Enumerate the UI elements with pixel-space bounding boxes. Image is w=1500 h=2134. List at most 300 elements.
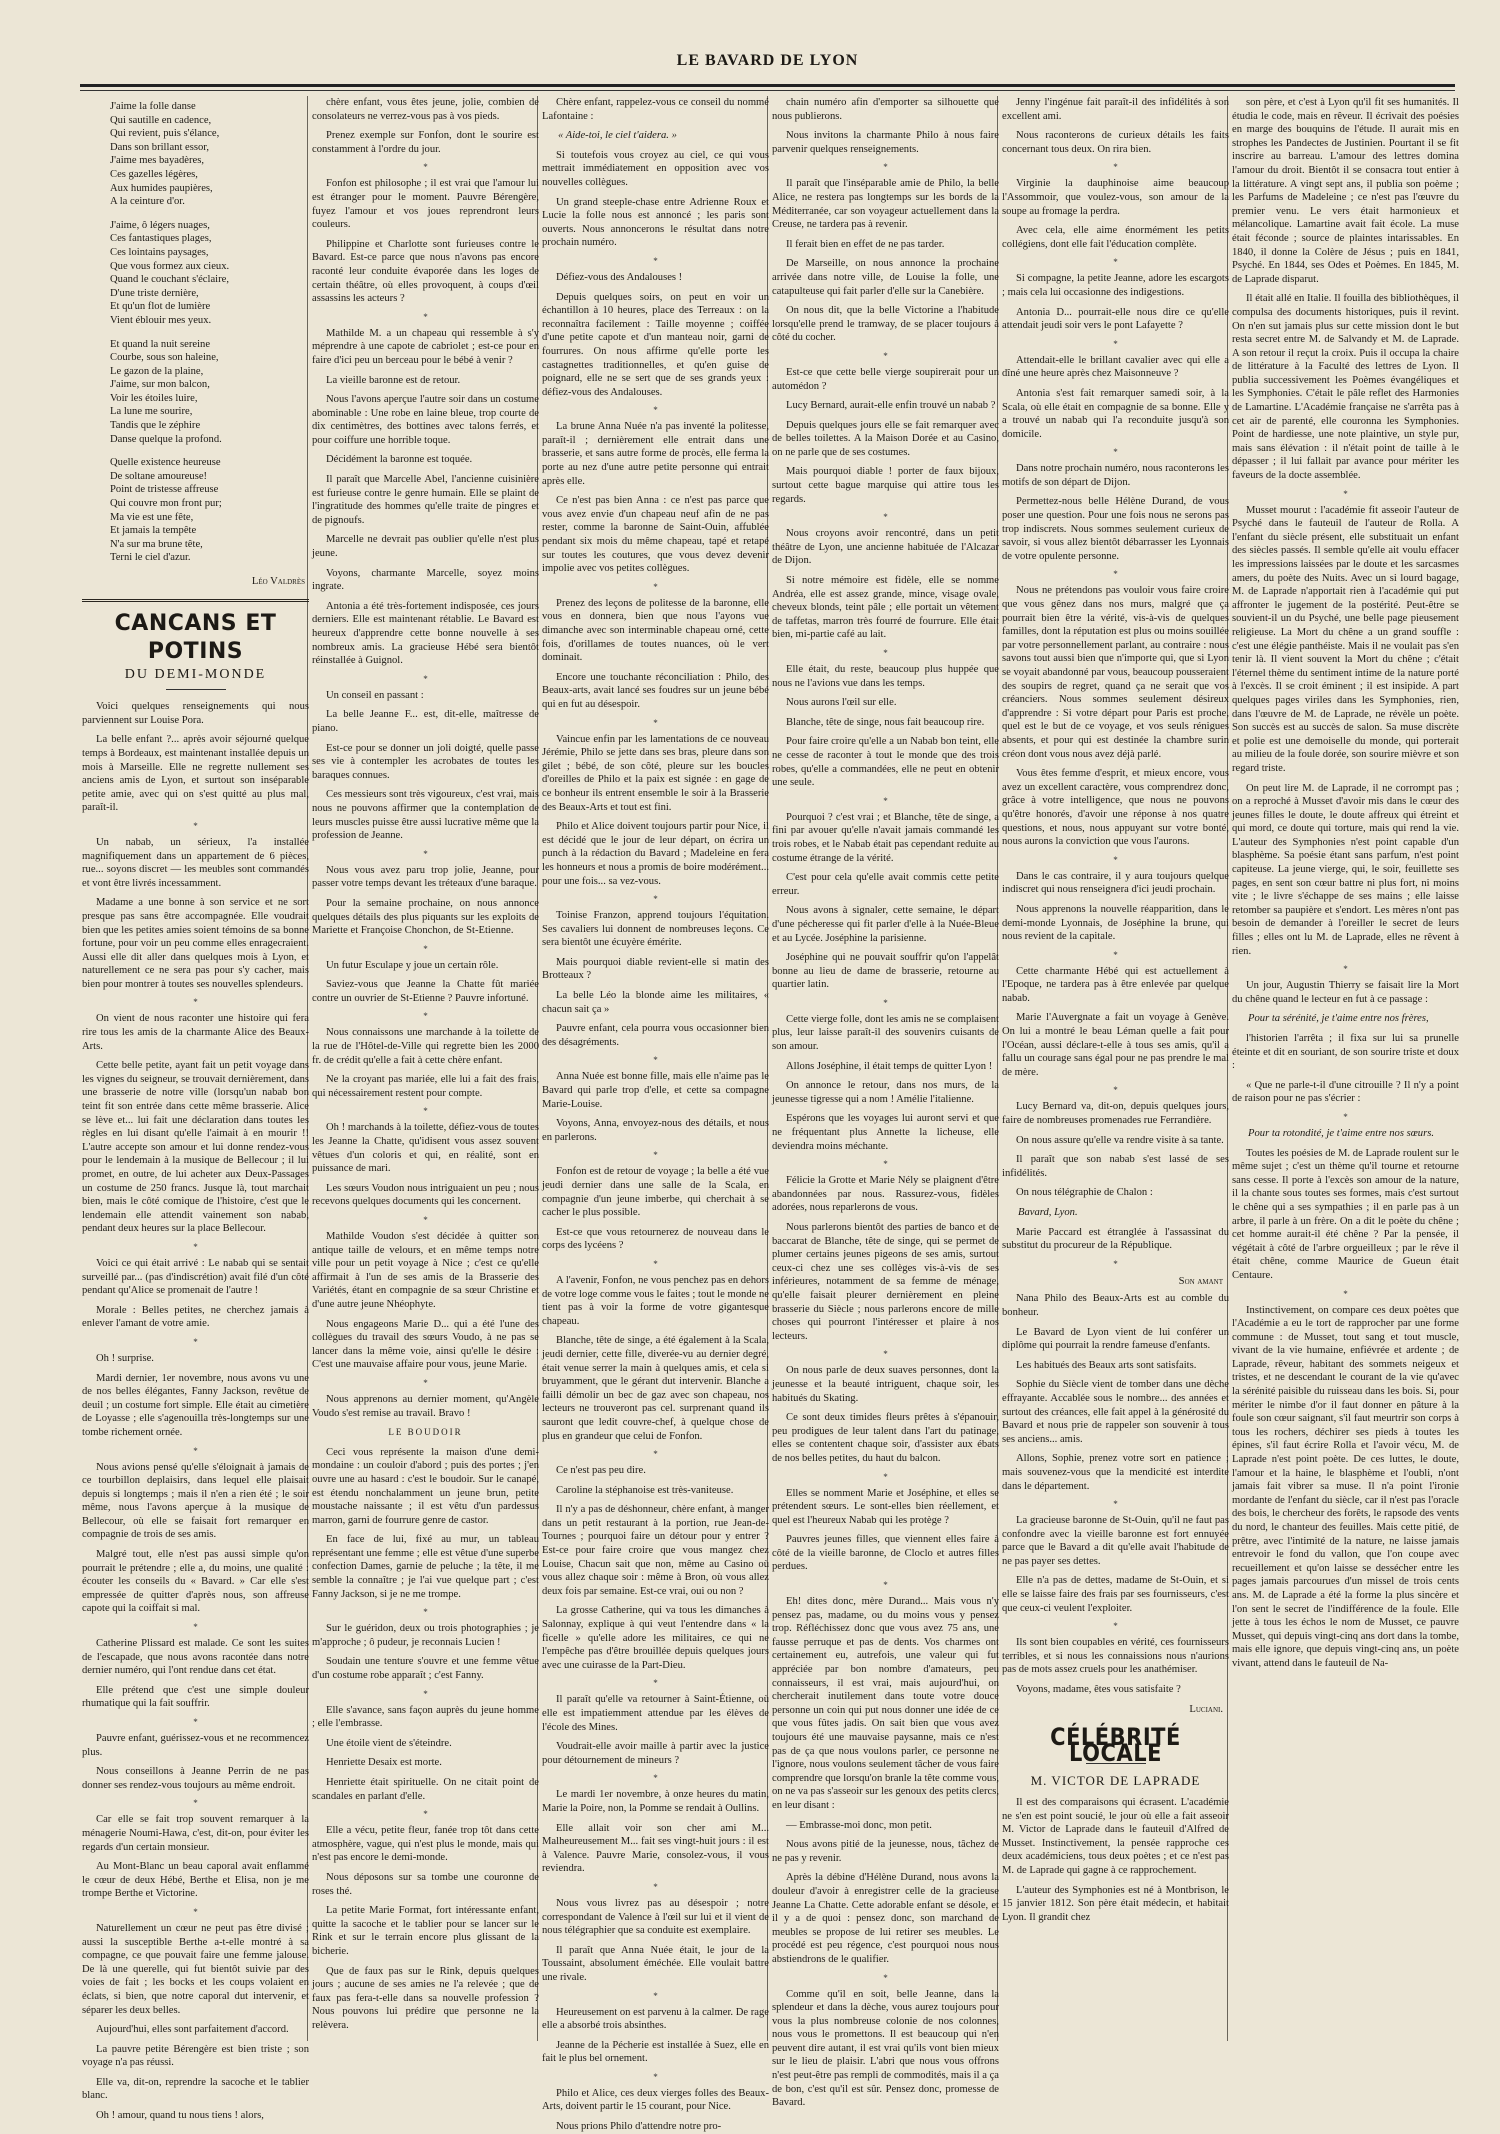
poem-stanza [110,219,309,328]
paragraph: Nous raconterons de curieux détails les faits concernant tous deux. On rira bien. [1002,130,1229,155]
asterism-separator: * [883,1159,888,1170]
asterism-separator: * [1343,1111,1348,1122]
poem-line: N'a sur ma brune tête, [110,538,203,550]
asterism-separator: * [653,1773,658,1784]
paragraph: La vieille baronne est de retour. [326,374,461,386]
asterism-separator: * [1113,1621,1118,1632]
paragraph: Elle était, du reste, beaucoup plus huppée que nous ne l'avions vue dans les temps. [772,664,999,689]
poem-line: J'aime mes bayadères, [110,155,204,167]
paragraph: Soudain une tenture s'ouvre et une femme vêtue d'un costume robe apparaît ; c'est Fanny. [312,1656,539,1682]
paragraph: Philo et Alice doivent toujours partir pour Nice, il est décidé que le jour de leur départ, on écrira un punch à la rédaction du Bavard ; Madeleine en fera les honneurs et nous a promis de boire modérément... pour une fois... sa vez-vous. [542,821,769,887]
paragraph: Caroline la stéphanoise est très-vaniteuse. [556,1484,734,1496]
poem-line: Et jamais la tempête [110,525,197,537]
asterism-separator: * [653,1150,658,1161]
paragraph: Mais pourquoi diable ! porter de faux bijoux, surtout cette bague marquise qui attire tous les regards. [772,466,999,505]
asterism-separator: * [193,1445,198,1456]
paragraph: Elle s'avance, sans façon auprès du jeune homme ; elle l'embrasse. [312,1704,539,1730]
paragraph: Oh ! marchands à la toilette, défiez-vous de toutes les Jeanne la Chatte, qu'idisent vous assez souvent vêtues d'un coloris et qui, en réalité, sont en puissance de mari. [312,1122,539,1175]
paragraph: Si notre mémoire est fidèle, elle se nomme Andréa, elle est assez grande, mince, visage ovale, cheveux blonds, teint pâle ; elle portait un vêtement de taffetas, marron très fourré de fourrure. Elle était bien, mi-partie café au lait. [772,575,999,641]
paragraph: Est-ce que vous retournerez de nouveau dans le corps des lycéens ? [542,1226,769,1252]
paragraph: Un nabab, un sérieux, l'a installée magnifiquement dans un appartement de 6 pièces, rue... soyons discret — les meubles sont commandés et vont être livrés incessamment. [82,836,309,889]
paragraph: Après la débine d'Hélène Durand, nous avons la douleur d'avoir à enregistrer celle de la gracieuse Jeanne La Chatte. Cette adorable enfant se désole, et il y a de quoi : pensez donc, son marchand de meubles se propose de lui retirer ses meubles. Le procédé est peu régence, c'est pourquoi nous nous abstiendrons de le qualifier. [772,1872,999,1965]
paragraph: Un conseil en passant : [326,689,424,701]
paragraph: « Aide-toi, le ciel t'aidera. » [558,130,677,142]
poem-line: Qui sautille en cadence, [110,114,212,126]
signature: Luciani. [1189,1703,1223,1715]
paragraph: Elle prétend que c'est une simple douleur rhumatique qui la fait souffrir. [82,1684,309,1710]
paragraph: Nous ne prétendons pas vouloir vous faire croire que vous gênez dans nos murs, malgré que ça pourrait bien être la vérité, vis-à-vis de quelques familles, dont la réputation est plus ou moins souillée par votre personnellement parlant, au contraire : nous savons tout aussi bien que n'importe qui, que si Lyon se voyait abandonné par vous, beaucoup pousseraient des soupirs de regret, quand ça ne serait que vos créanciers. Nous sommes seulement désireux d'apprendre : Si votre départ pour Paris est proche, quel est le but de ce voyage, et vos seuls rénigues absents, et pour qui est destinée la chambre surin créon dont vous nous avez déjà parlé. [1002,585,1229,760]
poem-line: La lune me sourire, [110,406,193,418]
paragraph: Nous apprenons la nouvelle réapparition, dans le demi-monde Lyonnais, de Joséphine la brune, qui nous revient de la capitale. [1002,903,1229,943]
asterism-separator: * [883,1972,888,1983]
poem-line: Le gazon de la plaine, [110,365,204,377]
asterism-separator: * [423,1377,428,1388]
paragraph: son père, et c'est à Lyon qu'il fit ses humanités. Il étudia le code, mais en rêveur. Il écrivait des poésies en marge des bouquins de l'étude. Il aurait mis en strophes les Pandectes de Justinien. Pourtant il se fit inscrire au barreau. L'amour des lettres domina l'amour du droit. Bientôt il se consacra tout entier à la littérature. A vingt sept ans, il publia son poème ; les Parfums de Madeleine ; ce n'est pas l'œuvre du premier venu. Le vers était harmonieux et mélancolique. Lamartine avait fait école. La muse était féconde ; source de plaintes intarissables. En 1840, il donne la Colère de Jésus ; puis en 1841, Psyché. En 1844, ses Odes et Poèmes. En 1845, M. de Laprade disparut. [1232,97,1459,285]
paragraph: Heureusement on est parvenu à la calmer. De rage elle a absorbé trois absinthes. [542,2006,769,2032]
paragraph: Pauvre enfant, cela pourra vous occasionner bien des désagréments. [542,1023,769,1048]
paragraph: Nous invitons la charmante Philo à nous faire parvenir quelques renseignements. [772,130,999,155]
paragraph: On peut lire M. de Laprade, il ne corrompt pas ; on a reproché à Musset d'avoir mis dans le cœur des jeunes filles le doute, le doute affreux qui étreint et qui mord, ce doute qui torture, mais qui rend la vie. L'auteur des Symphonies n'est point capable d'un blasphème. Sa poésie étant sans parfum, n'est point capiteuse. La jeune vierge, qui, le soir, feuillette ses pages, en sent son cœur battre ni plus fort, ni moins vite ; le livre s'échappe de ses mains ; elle laisse retomber sa paupière et s'endort. Les mères n'ont pas besoin de demander à l'oreiller le secret de leurs filles ; elles ont lu M. de Laprade, elles ne rêvent à rien. [1232,782,1459,957]
paragraph: Pour faire croire qu'elle a un Nabab bon teint, elle ne cesse de raconter à tout le monde que des trois robes, qu'elle a commandées, elle ne peut en obtenir une seule. [772,736,999,789]
poem-line: D'une triste dernière, [110,287,199,299]
asterism-separator: * [423,943,428,954]
paragraph: Nous prions Philo d'attendre notre pro- [556,2121,722,2133]
poem-line: Quand le couchant s'éclaire, [110,274,229,286]
paragraph: Ne la croyant pas mariée, elle lui a fait des frais, qui nécessairement restent pour compte. [312,1074,539,1099]
paragraph: Permettez-nous belle Hélène Durand, de vous poser une question. Pour une fois nous ne serons pas trop indiscrets. Nous sommes seulement curieux de savoir, si vous allez bientôt débarrasser les Lyonnais de votre opulente personne. [1002,496,1229,562]
asterism-separator: * [653,717,658,728]
paragraph: Nous l'avons aperçue l'autre soir dans un costume abominable : Une robe en laine bleue, trop courte de dix centimètres, des bottines avec talons ferrés, et pour coiffure une horrible toque. [312,394,539,446]
asterism-separator: * [423,1106,428,1117]
paragraph: Eh! dites donc, mère Durand... Mais vous n'y pensez pas, madame, ou du moins vous y pensez trop. Réfléchissez donc que vous avez 75 ans, une fausse perruque et pas de dents. Vos charmes ont certainement eu, autrefois, une valeur qui fut appréciée par bon nombre d'amateurs, peu connaisseurs, il est vrai, mais aujourd'hui, on chercherait inutilement dans toute votre douce personne un coin qui put nous donner une idée de ce que vous fûtes jadis. On sait bien que vous avez toujours été une mauvaise paysanne, mais ce n'est pas de ça que nous voulons parler, ce personne ne l'ignore, nous voulons seulement tâcher de vous faire comprendre que lorsqu'on branle la tête comme vous, on ne va pas s'asseoir sur les genoux des petits clercs, en leur disant : [772,1596,999,1811]
paragraph: Ce n'est pas peu dire. [556,1465,646,1477]
poem-line: Qui revient, puis s'élance, [110,128,220,140]
paragraph: Philo et Alice, ces deux vierges folles des Beaux-Arts, doivent partir le 15 courant, pour Nice. [542,2087,769,2113]
paragraph: Oh ! amour, quand tu nous tiens ! alors, [96,2110,264,2122]
paragraph: C'est pour cela qu'elle avait commis cette petite erreur. [772,872,999,897]
paragraph: En face de lui, fixé au mur, un tableau représentant une femme ; elle est vêtue d'une superbe confection Dames, garnie de peluche ; la tête, il me semble la connaître ; je l'ai vue quelque part ; c'est Fanny Jackson, si je ne me trompe. [312,1534,539,1600]
title-underline [166,689,226,690]
paragraph: Nous engageons Marie D... qui a été l'une des collègues du travail des sœurs Voudo, à ne pas se lancer dans la même voie, ainsi qu'elle le désire : C'est une mauvaise affaire pour vous, jeune Marie. [312,1318,539,1371]
poem-line: Courbe, sous son haleine, [110,352,219,364]
asterism-separator: * [193,1717,198,1727]
paragraph: Nous déposons sur sa tombe une couronne de roses thé. [312,1871,539,1897]
poem-line: J'aime, ô légers nuages, [110,219,210,231]
paragraph: Une étoile vient de s'éteindre. [326,1737,452,1749]
poem-line: Ces fantastiques plages, [110,233,212,245]
paragraph: On annonce le retour, dans nos murs, de la jeunesse tigresse qui a nom ! Amélie l'italienne. [772,1080,999,1105]
paragraph: Ces messieurs sont très vigoureux, c'est vrai, mais nous ne pouvons affirmer que la contemplation de leurs muscles puisse être aussi lucrative même que la profession de Jeanne. [312,789,539,842]
paragraph: Voudrait-elle avoir maille à partir avec la justice pour détournement de mineurs ? [542,1741,769,1766]
paragraph: Mathilde Voudon s'est décidée à quitter son antique taille de velours, et en même temps notre ville pour un petit voyage à Nice ; c'est ce qu'elle affirmait à l'un de ses amis de la Brasserie des Variétés, étant en compagnie de sa sœur Christine et d'une autre jeune Nhéophyte. [312,1231,539,1310]
paragraph: La belle Léo la blonde aime les militaires, « chacun sait ça » [542,990,769,1015]
asterism-separator: * [193,1241,198,1252]
asterism-separator: * [653,1258,658,1269]
paragraph: La grosse Catherine, qui va tous les dimanches à Salonnay, explique à qui veut l'entendre dans « la ficelle » qu'elle adore les militaires, ce qui ne l'empêche pas d'être brouillée depuis quelques jours avec une cuirasse de la Part-Dieu. [542,1605,769,1671]
asterism-separator: * [423,1011,428,1022]
column-4 [772,96,999,2109]
paragraph: Le mardi 1er novembre, à onze heures du matin, Marie la Poire, non, la Pomme se rendait à Oullins. [542,1789,769,1814]
article-subtitle: M. VICTOR DE LAPRADE [1030,1773,1201,1789]
paragraph: Encore une touchante réconciliation : Philo, des Beaux-arts, avait lancé ses foudres sur un jeune bébé qui en fut au désespoir. [542,671,769,710]
paragraph: Henriette était spirituelle. On ne citait point de scandales en parlant d'elle. [312,1777,539,1802]
asterism-separator: * [423,1809,428,1820]
asterism-separator: * [653,581,658,592]
asterism-separator: * [1343,1288,1348,1299]
asterism-separator: * [423,162,428,173]
paragraph: Nous parlerons bientôt des parties de banco et de baccarat de Blanche, tête de singe, qui se permet de plumer certains jeunes pigeons de ses amis, surtout ceux-ci chez une ses collèges vis-à-vis de ses inférieures, notamment de sa femme de ménage, qu'elle faisait pleurer dernièrement en pleine brasserie du Siècle ; nous parlerons encore de mille choses qui pourront l'intéresser et plaire à nos lecteurs. [772,1222,999,1342]
poem-line: Terni le ciel d'azur. [110,552,191,564]
paragraph: La belle enfant ?... après avoir séjourné quelque temps à Bordeaux, est maintenant installée depuis un mois à Marseille. Elle ne regrette nullement ses anciens amis de Lyon, et surtout son inséparable petite amie, avec qui on s'est quitté au plus mal, paraît-il. [82,734,309,814]
paragraph: Ce sont deux timides fleurs prêtes à s'épanouir, peu prodigues de leur talent dans l'art du patinage, elles se contentent chaque soir, d'assister aux ébats de nos belles petites, du haut du balcon. [772,1412,999,1464]
asterism-separator: * [193,1906,198,1917]
paragraph: Un grand steeple-chase entre Adrienne Roux et Lucie la folle nous est annoncé ; les paris sont ouverts. Nous annoncerons le résultat dans notre prochain numéro. [542,196,769,249]
paragraph: On nous dit, que la belle Victorine a l'habitude lorsqu'elle prend le tramway, de se placer toujours à côté du cocher. [772,305,999,344]
paragraph: Morale : Belles petites, ne cherchez jamais à enlever l'amant de votre amie. [82,1304,309,1330]
asterism-separator: * [423,1688,428,1699]
section-divider [82,599,309,602]
masthead-rule-thin [80,90,1455,91]
paragraph: Voyons, charmante Marcelle, soyez moins ingrate. [312,567,539,593]
asterism-separator: * [883,350,888,361]
paragraph: Cette vierge folle, dont les amis ne se complaisent plus, leur laisse paraît-il des souvenirs cuisants de son amour. [772,1013,999,1053]
paragraph: Naturellement un cœur ne peut pas être divisé ; aussi la susceptible Berthe a-t-elle montré à sa compagne, ce que pouvait faire une femme jalouse. De là une querelle, qui fut bientôt suivie par des voies de fait ; les bocks et les coups volaient en éclats, si bien, que notre caporal dut intervenir, et séparer les deux belles. [82,1922,309,2016]
paragraph: l'historien l'arrêta ; il fixa sur lui sa prunelle éteinte et dit en souriant, de son sourire triste et doux : [1232,1033,1459,1072]
paragraph: Toinise Franzon, apprend toujours l'équitation. Ses cavaliers lui donnent de nombreuses leçons. Ce sera bientôt une écuyère émérite. [542,910,769,949]
asterism-separator: * [193,997,198,1008]
asterism-separator: * [1113,569,1118,580]
paragraph: Un futur Esculape y joue un certain rôle. [326,959,499,971]
paragraph: Henriette Desaix est morte. [326,1757,442,1769]
paragraph: Si toutefois vous croyez au ciel, ce qui vous mettrait immédiatement en opposition avec vos nouvelles collègues. [542,149,769,188]
asterism-separator: * [193,820,198,831]
paragraph: Décidément la baronne est toquée. [326,454,473,466]
paragraph: La pauvre petite Bérengère est bien triste ; son voyage n'a pas réussi. [82,2043,309,2069]
paragraph: Pauvre enfant, guérissez-vous et ne recommencez plus. [82,1733,309,1758]
paragraph: Attendait-elle le brillant cavalier avec qui elle a dîné une heure après chez Maisonneuve ? [1002,354,1229,380]
asterism-separator: * [883,1580,888,1591]
asterism-separator: * [1113,1085,1118,1096]
paragraph: Nana Philo des Beaux-Arts est au comble du bonheur. [1002,1293,1229,1318]
paragraph: Il est des comparaisons qui écrasent. L'académie ne s'en est point soucié, le jour où elle a fait asseoir M. Victor de Laprade dans le fauteuil d'Alfred de Musset. Instinctivement, la pensée rapproche ces deux académiciens, tous deux poètes ; et ce n'est pas M. de Laprade qui gagne à ce rapprochement. [1002,1797,1229,1876]
poem-line: Aux humides paupières, [110,182,213,194]
paragraph: On nous parle de deux suaves personnes, dont la jeunesse et la beauté intriguent, chaque soir, les habitués du Skating. [772,1365,999,1404]
asterism-separator: * [1343,488,1348,499]
paragraph: « Que ne parle-t-il d'une citrouille ? Il n'y a point de raison pour ne pas s'écrier : [1232,1079,1459,1105]
paragraph: Nous vous avez paru trop jolie, Jeanne, pour passer votre temps devant les tréteaux d'une baraque. [312,864,539,890]
asterism-separator: * [653,1055,658,1066]
paragraph: Blanche, tête de singe, nous fait beaucoup rire. [786,716,985,728]
paragraph: Philippine et Charlotte sont furieuses contre le Bavard. Est-ce parce que nous n'avons pas encore raconté leur conduite évaporée dans les loges de certain théâtre, où elles provoquent, à coups d'œil assassins les acteurs ? [312,238,539,305]
poem-line: Et qu'un flot de lumière [110,301,211,313]
paragraph: Un jour, Augustin Thierry se faisait lire la Mort du chêne quand le lecteur en fut à ce passage : [1232,980,1459,1005]
paragraph: Il était allé en Italie. Il fouilla des bibliothèques, il compulsa des documents historiques, puis il revint. On n'en sut jamais plus sur cette mission dont le but resta secret entre M. de Salvandy et M. de Laprade. A son retour il reçut la croix. Puis il occupa la chaire de littérature à la Faculté des lettres de Lyon. Il publia successivement les Poèmes évangéliques et les Symphonies. C'était le pâle reflet des Harmonies de Lamartine. L'Académie française ne s'arrêta pas à cet air de parenté, elle couronna les Symphonies. Point de hardiesse, une note plaintive, un style pur, mais sans élévation : il n'était point de taille à le dépasser ; il lui fallait par avance pour mériter les faveurs de la docte assemblée. [1232,293,1459,482]
signature: Son amant [1178,1275,1223,1287]
paragraph: Musset mourut : l'académie fit asseoir l'auteur de Psyché dans le fauteuil de l'auteur de Rolla. A l'enfant du siècle présent, elle substituait un enfant des siècles passés. Il semble qu'elle ait voulu effacer les impressions laissées par le doute et les sarcasmes amers, du poète des Nuits. Avec un si lourd bagage, M. de Laprade n'apportait rien à l'académie qui put affronter le jugement de la postérité. Peut-être se souvient-il un du Psyché, une belle page pieusement religieuse. La Mort du chêne a un grand souffle : c'est une élégie panthéiste. Mais il ne voulait pas s'en tenir là. Il vient souvent la Mort du chêne ; c'était l'éternel thème du sentiment intime de la nature porté à l'excès. Il se croit éminent ; il est insipide. A part quelques pages viriles dans les Symphonies, rien, dans l'œuvre de M. de Laprade, ne révèle un poète. Son succès est au succès de salon. Sa muse discrète et polie est une demoiselle du monde, qui porterait au milieu de la foule dorée, son sourire mièvre et son regard triste. [1232,504,1459,774]
column-3 [542,96,769,2133]
paragraph: Les sœurs Voudon nous intriguaient un peu ; nous recevons quelques documents qui les concernent. [312,1182,539,1208]
paragraph: Comme qu'il en soit, belle Jeanne, dans la splendeur et dans la dèche, vous aurez toujours pour vous la plus nombreuse colonie de nos colonnes, nous vous le promettons. Il est beaucoup qui n'en peuvent dire autant, il est vrai qu'ils vont bien mieux sur le lieu de plaisir. L'abri que nous vous offrons n'est peut-être pas rempli de commodités, mais il a ça de bon, c'est qu'il est sûr. Pensez donc, promesse de Bavard. [772,1988,999,2109]
poem-line: Ces gazelles légères, [110,168,198,180]
poem-line: Ma vie est une fête, [110,511,194,523]
paragraph: Cette charmante Hébé qui est actuellement à l'Epoque, ne tardera pas à être enlevée par quelque nabab. [1002,965,1229,1004]
paragraph: Madame a une bonne à son service et ne sort presque pas sans être accompagnée. Elle voudrait bien que les petites amies soient témoins de sa bonne fortune, pour voir un peu comme elles enragecraient. Aussi elle dit aller dans quelques mois à Lyon, et naturellement ce ne sera pas pour s'y cacher, mais bien pour montrer à toutes ses nouvelles splendeurs. [82,897,309,990]
column-6 [1232,96,1459,2041]
paragraph: Nous vous livrez pas au désespoir ; notre correspondant de Valence à l'œil sur lui et il vient de nous télégraphier que sa conduite est exemplaire. [542,1897,769,1937]
poem-line: J'aime, sur mon balcon, [110,379,210,391]
asterism-separator: * [193,1798,198,1809]
asterism-separator: * [423,311,428,322]
poem-line: Et quand la nuit sereine [110,338,211,350]
paragraph: Chère enfant, rappelez-vous ce conseil du nommé Lafontaine : [542,97,769,122]
masthead-rule-thick [80,84,1455,87]
paragraph: Pour la semaine prochaine, on nous annonce quelques détails des plus piquants sur les exploits de Mariette et Françoise Chonchon, de St-Etienne. [312,897,539,937]
newspaper-title: LE BAVARD DE LYON [676,52,859,69]
paragraph: Allons, Sophie, prenez votre sort en patience ; mais souvenez-vous que la mendicité est interdite dans le département. [1002,1453,1229,1492]
column-body [82,700,309,2122]
paragraph: Prenez des leçons de politesse de la baronne, elle vous en donnera, bien que nous l'ayons vue dimanche avec son interminable chapeau orné, cette fois, d'orillames de toutes nuances, où le vert dominait. [542,597,769,664]
poem-line: De soltane amoureuse! [110,470,208,482]
paragraph: Bavard, Lyon. [1018,1207,1078,1218]
asterism-separator: * [193,1622,198,1633]
column-body [1232,96,1459,1671]
poem-line: Vient éblouir mes yeux. [110,314,212,326]
asterism-separator: * [653,2071,658,2082]
paragraph: Dans le cas contraire, il y aura toujours quelque indiscret qui nous renseignera d'ici jeudi prochain. [1002,870,1229,896]
poem-line: Point de tristesse affreuse [110,484,219,496]
paragraph: Pour ta sérénité, je t'aime entre nos frères, [1248,1013,1429,1025]
paragraph: Il ferait bien en effet de ne pas tarder. [786,238,945,250]
paragraph: Instinctivement, on compare ces deux poètes que l'Académie a eu le tort de rapprocher par une forme commune : de Musset, tout sang et tout muscle, vivant de la vie humaine, enfiévrée et ardente ; de Laprade, rêveur, habitant des sommets neigeux et tristes, et ne descendant le courant de la vie qu'avec la sérénité paisible du ruisseau dans les bois. Si, pour mériter le nimbe d'or il faut donner en pâture à la foule son cœur saignant, s'il faut meurtrir son corps à tous les rochers, déchirer ses pieds à toutes les épines, s'il faut écrire Rolla et l'avoir vécu, M. de Laprade n'est point poète. De ces luttes, le doute, l'amour et la haine, le blasphème et l'oubli, n'ont jamais fait vibrer sa muse. Il n'a point l'ironie mordante de l'enfant du siècle, car il n'est pas l'oracle des bois, le chercheur des forêts, le rapsode des vents du nord, le chanteur des feuilles. Mais cette pitié, de prêtre, avec l'intimité de la nature, ne laisse jamais entrevoir le fond du vallon, que l'on coupe avec recueillement et qu'on laisse se dessécher entre les pages jamais parcourues d'un missel de trois cents ans. M. de Laprade a été la forme la plus sincère et l'on sent le secret de l'indifférence de la foule. Elle jette à tous les échos le nom de Musset, ce pauvre Musset, qui depuis vingt-cinq ans dort dans la tombe, mais elle ignore, que depuis vingt-cinq ans, un poète vivant, attend dans le fauteuil de Na- [1232,1304,1459,1669]
asterism-separator: * [883,1349,888,1360]
paragraph: Saviez-vous que Jeanne la Chatte fût mariée contre un ouvrier de St-Etienne ? Pauvre infortuné. [312,979,539,1004]
paragraph: Il paraît que Marcelle Abel, l'ancienne cuisinière est furieuse contre le genre humain. Elle se plaint de l'ingratitude des hommes qu'elle traite de pingres et de pignoufs. [312,474,539,526]
poem-stanza [110,456,309,565]
asterism-separator: * [423,1607,428,1618]
poem-line: Danse quelque la profond. [110,433,222,445]
paragraph: Sophie du Siècle vient de tomber dans une dèche effrayante. Accablée sous le nombre... des années et surtout des créances, elle fait appel à la générosité du Bavard et nous prie de rappeler son souvenir à tous ses anciens... amis. [1002,1379,1229,1445]
paragraph: Joséphine qui ne pouvait souffrir qu'on l'appelât bonne au lieu de dame de brasserie, retourne au quartier latin. [772,952,999,991]
paragraph: Antonia a été très-fortement indisposée, ces jours derniers. Elle est maintenant rétablie. Le Bavard est heureux d'apprendre cette bonne nouvelle à ses nombreux amis. La gracieuse Hébé sera bientôt réinstallée à Guignol. [312,600,539,667]
column-2 [312,96,539,2041]
column-body [312,96,539,2033]
paragraph: Si compagne, la petite Jeanne, adore les escargots ; mais cela lui occasionne des indigestions. [1002,273,1229,298]
paragraph: Est-ce que cette belle vierge soupirerait pour un automédon ? [772,366,999,392]
paragraph: Malgré tout, elle n'est pas aussi simple qu'on pourrait le prétendre ; elle a, du moins, une qualité : écouter les conseils du « Bavard. » Car elle s'est empressée de quitter d'après nous, son affreuse capote qui la coiffait si mal. [82,1549,309,1615]
paragraph: Voici quelques renseignements qui nous parviennent sur Louise Pora. [82,701,309,726]
paragraph: Elle va, dit-on, reprendre la sacoche et le tablier blanc. [82,2076,309,2102]
asterism-separator: * [423,673,428,684]
paragraph: Elle a vécu, petite fleur, fanée trop tôt dans cette atmosphère, vague, qui n'est plus le monde, mais qui n'est pas encore le demi-monde. [312,1825,539,1864]
poem-line: Ces lointains paysages, [110,246,209,258]
paragraph: Blanche, tête de singe, a été également à la Scala, jeudi dernier, cette fille, diverée-vu au dernier degré, était venue serrer la main à quelques amis, et cela si bruyamment, que le gérant dut intervenir. Blanche a failli démolir un bec de gaz avec son chapeau, nos lecteurs ne trouveront pas cel. surprenant quand ils sauront que ledit couvre-chef, à quelque chose de plus en grandeur que celui de Fonfon. [542,1335,769,1442]
paragraph: Dans notre prochain numéro, nous raconterons les motifs de son départ de Dijon. [1002,463,1229,488]
asterism-separator: * [653,405,658,416]
paragraph: La belle Jeanne F... est, dit-elle, maîtresse de piano. [312,709,539,734]
paragraph: A l'avenir, Fonfon, ne vous penchez pas en dehors de votre loge comme vous le faites ; tout le monde ne tient pas à voir la forme de votre gigantesque chapeau. [542,1274,769,1327]
asterism-separator: * [883,162,888,173]
paragraph: Prenez exemple sur Fonfon, dont le sourire est constamment à l'ordre du jour. [312,130,539,155]
paragraph: Pourquoi ? c'est vrai ; et Blanche, tête de singe, a fini par avouer qu'elle n'avait jamais commandé les trois robes, et le Nabab était pas cependant reduite au costume étrange de la vérité. [772,811,999,864]
paragraph: Catherine Plissard est malade. Ce sont les suites de l'escapade, que nous avons racontée dans notre dernier numéro, qui l'ont rendue dans cet état. [82,1638,309,1677]
paragraph: Les habitués des Beaux arts sont satisfaits. [1016,1359,1197,1371]
paragraph: chain numéro afin d'emporter sa silhouette que nous publierons. [772,97,999,122]
asterism-separator: * [1113,1499,1118,1510]
paragraph: Toutes les poésies de M. de Laprade roulent sur le même sujet ; c'est un thème qu'il tourne et retourne sans cesse. Il porte à l'excès son amour de la nature, il la chante sous toutes ses formes, mais c'est surtout le chêne qui a ses sympathies ; il en parle pas à un arbre, il parle à un frère. On a dit le poète du chêne ; cet homme aurait-il été chêne ? Par la pensée, il végétait à côté de l'arbre orgueilleux ; par le rêve il était chêne, comme Maurice de Gueun était Centaure. [1232,1147,1459,1281]
asterism-separator: * [883,648,888,658]
paragraph: Espérons que les voyages lui auront servi et que ne fréquentant plus Annette la licheuse, elle deviendra moins méchante. [772,1113,999,1152]
paragraph: Allons Joséphine, il était temps de quitter Lyon ! [786,1060,993,1072]
paragraph: On nous assure qu'elle va rendre visite à sa tante. [1016,1134,1224,1146]
asterism-separator: * [883,795,888,806]
paragraph: Nous aurons l'œil sur elle. [786,697,897,709]
paragraph: Jeanne de la Pécherie est installée à Suez, elle en fait le plus bel ornement. [542,2039,769,2065]
paragraph: Nous avons pitié de la jeunesse, nous, tâchez de ne pas y revenir. [772,1839,999,1864]
asterism-separator: * [653,1678,658,1689]
asterism-separator: * [883,512,888,523]
paragraph: Car elle se fait trop souvent remarquer à la ménagerie Noumi-Hawa, c'est, dit-on, pour éviter les regards d'un certain monsieur. [82,1814,309,1853]
paragraph: Depuis quelques jours elle se fait remarquer avec de belles toilettes. A la Maison Dorée et au Casino, on ne parle que de ses costumes. [772,419,999,458]
paragraph: Sur le guéridon, deux ou trois photographies ; je m'approche ; ô pudeur, je reconnais Lucien ! [312,1623,539,1648]
paragraph: Mathilde M. a un chapeau qui ressemble à s'y méprendre à une capote de cabriolet ; est-ce pour en faire d'ici peu un berceau pour le bébé à venir ? [312,327,539,366]
paragraph: L'auteur des Symphonies est né à Montbrison, le 15 janvier 1812. Son père était médecin, et habitait Lyon. Il grandit chez [1002,1884,1229,1923]
asterism-separator: * [1113,854,1118,865]
paragraph: Vaincue enfin par les lamentations de ce nouveau Jérémie, Philo se jette dans ses bras, pleure dans son gilet ; bébé, de son côté, pleure sur les boucles d'oreilles de Philo et la paix est signée : en gage de ce bonheur ils entrent ensemble le soir à la Brasserie des Beaux-Arts et tout est fini. [542,733,769,813]
paragraph: Jenny l'ingénue fait paraît-il des infidélités à son excellent ami. [1002,97,1229,122]
column-body [1002,96,1229,1924]
paragraph: Pauvres jeunes filles, que viennent elles faire à côté de la vieille baronne, de Cloclo et autres filles perdues. [772,1534,999,1573]
paragraph: Voici ce qui était arrivé : Le nabab qui se sentait surveillé par... (pas d'indiscrétion) avait filé d'un côté pendant qu'Alice se promenait de l'autre ! [82,1257,309,1297]
paragraph: De Marseille, on nous annonce la prochaine arrivée dans notre ville, de Louise la folle, une catapulteuse qui fait parler d'elle sur la Canebière. [772,258,999,297]
paragraph: Ce n'est pas bien Anna : ce n'est pas parce que vous avez envie d'un chapeau neuf afin de ne pas rester, comme la baronne de Saint-Ouin, affublée pendant six mois du même chapeau, tapé et retapé sur toutes les coutures, que vous devez devenir impolie avec vos petites collègues. [542,495,769,575]
paragraph: Marie l'Auvergnate a fait un voyage à Genève. On lui a montré le beau Léman quelle a fait pour l'Océan, aussi déclare-t-elle à tous ses amis, qu'il a fallu un courage sans égal pour ne pas prendre le mal de mère. [1002,1012,1229,1078]
poem-line: Dans son brillant essor, [110,141,210,153]
paragraph: On nous télégraphie de Chalon : [1016,1187,1153,1199]
paragraph: chère enfant, vous êtes jeune, jolie, combien de consolateurs ne verrez-vous pas à vos pieds. [312,97,539,122]
paragraph: Voyons, madame, êtes vous satisfaite ? [1016,1684,1181,1696]
paragraph: Lucy Bernard va, dit-on, depuis quelques jours, faire de nombreuses promenades rue Ferrandière. [1002,1101,1229,1127]
poem-line: Que vous formez aux cieux. [110,260,230,272]
paragraph: Depuis quelques soirs, on peut en voir un échantillon à 10 heures, place des Terreaux : on la reconnaîtra facilement : Taille moyenne ; coiffée d'une petite capote et d'un manteau noir, garni de fourrures. On nous affirme qu'elle porte les castagnettes traditionnelles, et qu'en guise de poignard, elle ne se sert que de ses grands yeux : défiez-vous des Andalouses. [542,291,769,398]
asterism-separator: * [883,1471,888,1482]
paragraph: Cette belle petite, ayant fait un petit voyage dans les vignes du seigneur, se trouvait dernièrement, dans une brasserie de notre ville (lorsqu'un nabab bon teint fit son entrée dans cette même brasserie. Alice se lève et... lui fait une déclaration dans toutes les règles en lui disant qu'elle l'aimait à en mourir !! L'autre accepte son amour et lui donne rendez-vous pour le lendemain à la musique de Bellecour ; il lui promet, en outre, de lui acheter aux Deux-Passages un costume de 250 francs. Jusque là, tout marchait bien, mais le côté comique de l'histoire, c'est que le lendemain elle attendit vainement son nabab, pendant deux heures sur la place Bellecour. [82,1060,309,1235]
asterism-separator: * [1343,964,1348,975]
asterism-separator: * [1113,447,1118,458]
paragraph: Il paraît qu'elle va retourner à Saint-Étienne, où elle est impatiemment attendue par les élèves de l'école des Mines. [542,1694,769,1733]
asterism-separator: * [1113,1258,1118,1269]
paragraph: La petite Marie Format, fort intéressante enfant, quitte la sacoche et le tablier pour se lancer sur le Rink et sur le terrain encore plus glissant de la bicherie. [312,1905,539,1957]
paragraph: Que de faux pas sur le Rink, depuis quelques jours ; aucune de ses amies ne l'a relevée ; que de faux pas fera-t-elle dans sa nouvelle profession ? Nous pouvons lui prédire que personne ne la relèvera. [312,1965,539,2031]
paragraph: Vous êtes femme d'esprit, et mieux encore, vous avez un excellent caractère, vous comprendrez donc, grâce à votre intelligence, que nous ne pouvons qu'être honorés, d'avoir une réponse à nos quatre questions, et nous, nous appuyant sur votre bonté, nous aurons la conviction que vous l'aurons. [1002,768,1229,848]
paragraph: Marcelle ne devrait pas oublier qu'elle n'est plus jeune. [312,534,539,560]
paragraph: Elle n'a pas de dettes, madame de St-Ouin, et si elle se laisse faire des frais par ses fournisseurs, c'est que ceux-ci veulent l'exploiter. [1002,1575,1229,1614]
poem-stanza [110,100,309,209]
asterism-separator: * [653,1449,658,1460]
paragraph: La brune Anna Nuée n'a pas inventé la politesse, paraît-il ; dernièrement elle entrait dans une brasserie, et sans autre forme de procès, elle ferma la porte au nez d'une autre petite personne qui entrait après elle. [542,421,769,487]
paragraph: — Embrasse-moi donc, mon petit. [786,1819,932,1831]
poem-line: Qui couvre mon front pur; [110,498,222,510]
paragraph: Antonia D... pourrait-elle nous dire ce qu'elle attendait jeudi soir vers le pont Lafayette ? [1002,306,1229,332]
column-1 [82,96,309,2122]
poem [110,100,309,565]
paragraph: Oh ! surprise. [96,1352,154,1364]
asterism-separator: * [653,1990,658,2001]
paragraph: Pour ta rotondité, je t'aime entre nos sœurs. [1248,1127,1434,1139]
paragraph: Nous avons à signaler, cette semaine, le départ d'une pécheresse qui fit parler d'elle à la Nuée-Bleue et au Lycée. Joséphine la parisienne. [772,905,999,944]
asterism-separator: * [883,997,888,1008]
section-subtitle-cancans: DU DEMI-MONDE [124,666,267,682]
section-label: LE BOUDOIR [388,1427,463,1438]
column-body [542,96,769,2134]
paragraph: Aujourd'hui, elles sont parfaitement d'accord. [96,2024,289,2036]
asterism-separator: * [1113,162,1118,173]
poem-line: Quelle existence heureuse [110,457,221,469]
paragraph: Nous conseillons à Jeanne Perrin de ne pas donner ses rendez-vous toujours au même endroit. [82,1766,309,1791]
asterism-separator: * [653,894,658,905]
paragraph: Voyons, Anna, envoyez-nous des détails, et nous en parlerons. [542,1118,769,1143]
asterism-separator: * [193,1336,198,1347]
paragraph: Félicie la Grotte et Marie Nély se plaignent d'être abandonnées par nous. Rassurez-vous, fidèles adorées, nous reparlerons de vous. [772,1175,999,1214]
poem-line: J'aime la folle danse [110,101,196,112]
asterism-separator: * [423,848,428,859]
paragraph: Marie Paccard est étranglée à l'assassinat du substitut du procureur de la République. [1002,1226,1229,1252]
asterism-separator: * [1113,949,1118,960]
paragraph: Est-ce pour se donner un joli doigté, quelle passe ses vie à contempler les acrobates de toutes les baraques connues. [312,742,539,781]
column-body [772,96,999,2110]
asterism-separator: * [653,255,658,266]
section-title-celebrite: CÉLÉBRITÉ LOCALE [1050,1723,1181,1767]
paragraph: Lucy Bernard, aurait-elle enfin trouvé un nabab ? [786,400,996,412]
poem-line: Voir les étoiles luire, [110,392,198,404]
asterism-separator: * [1113,257,1118,268]
paragraph: Avec cela, elle aime énormément les petits collégiens, dont elle fait l'éducation complète. [1002,225,1229,250]
poem-stanza [110,338,309,447]
paragraph: Au Mont-Blanc un beau caporal avait enflammé le cœur de deux Hébé, Berthe et Elisa, non je me trompe Berthe et Victorine. [82,1861,309,1900]
poem-line: Tandis que le zéphire [110,420,201,432]
paragraph: On vient de nous raconter une histoire qui fera rire tous les amis de la charmante Alice des Beaux-Arts. [82,1013,309,1052]
paragraph: Le Bavard de Lyon vient de lui conférer un diplôme qui pourrait la rendre fameuse d'enfants. [1002,1326,1229,1352]
column-5 [1002,96,1229,2041]
paragraph: Il paraît que l'inséparable amie de Philo, la belle Alice, ne restera pas longtemps sur les bords de la Méditerranée, car son voyageur actuellement dans la Creuse, ne tardera pas à revenir. [772,178,999,231]
poem-line: A la ceinture d'or. [110,196,185,208]
paragraph: Nous croyons avoir rencontré, dans un petit théâtre de Lyon, une ancienne habituée de l'Alcazar de Dijon. [772,528,999,567]
paragraph: Défiez-vous des Andalouses ! [556,271,683,283]
paragraph: Il n'y a pas de déshonneur, chère enfant, à manger dans un petit restaurant à la portion, rue Jean-de-Tournes ; pourquoi faire un détour pour y entrer ? Est-ce pour faire croire que vous mangez chez Louise, Chacun sait que non, même au Casino où vous allez chaque soir : même à Bron, où vous allez deux fois par semaine. Est-ce vrai, oui ou non ? [542,1504,769,1597]
paragraph: Il paraît que son nabab s'est lassé de ses infidélités. [1002,1154,1229,1179]
paragraph: Il paraît que Anna Nuée était, le jour de la Toussaint, absolument éméchée. Elle voulait battre une rivale. [542,1944,769,1983]
section-title-cancans: CANCANS ET POTINS [114,610,277,664]
paragraph: Anna Nuée est bonne fille, mais elle n'aime pas le Bavard qui parle trop d'elle, et cette sa compagne Marie-Louise. [542,1071,769,1110]
paragraph: Nous avions pensé qu'elle s'éloignait à jamais de ce tourbillon deplaisirs, dans lequel elle plaisait depuis si longtemps ; mais il n'en a rien été ; le soir même, nous l'avons aperçue à la musique de Bellecour, où elle se faisait fort remarquer en compagnie de trois de ses amis. [82,1461,309,1541]
paragraph: Nous connaissons une marchande à la toilette de la rue de l'Hôtel-de-Ville qui regrette bien les 2000 fr. de crédit qu'elle a fait à cette chère enfant. [312,1027,539,1066]
paragraph: Nous apprenons au dernier moment, qu'Angèle Voudo s'est remise au travail. Bravo ! [312,1393,539,1419]
paragraph: Elles se nomment Marie et Joséphine, et elles se prétendent sœurs. Le sont-elles bien réellement, et quel est l'heureux Nabab qui les protège ? [772,1487,999,1526]
poem-author: Léo Valdrès [251,576,305,587]
paragraph: Virginie la dauphinoise aime beaucoup l'Assommoir, que voulez-vous, son amour de la soupe au fromage la perdra. [1002,178,1229,217]
paragraph: Ils sont bien coupables en vérité, ces fournisseurs terribles, et si nous les connaissions nous n'aurions pas de mots assez cruels pour les anathémiser. [1002,1637,1229,1676]
paragraph: Ceci vous représente la maison d'une demi-mondaine : un couloir d'abord ; puis des portes ; j'en ouvre une au hasard : c'est le boudoir. Sur le canapé, est étendu nonchalamment un jeune brun, petite moustache naissante ; il est vêtu d'un pardessus marron, garni de fourrure genre de castor. [312,1446,539,1526]
paragraph: Fonfon est de retour de voyage ; la belle a été vue jeudi dernier dans une salle de la Scala, en compagnie d'un jeune imberbe, qui cherchait à se cacher le plus possible. [542,1166,769,1219]
paragraph: Mardi dernier, 1er novembre, nous avons vu une de nos belles élégantes, Fanny Jackson, revêtue de deuil ; un costume fort simple. Elle était au cimetière de Loyasse ; elle s'agenouilla très-longtemps sur une tombe richement ornée. [82,1372,309,1438]
asterism-separator: * [1113,338,1118,349]
paragraph: La gracieuse baronne de St-Ouin, qu'il ne faut pas confondre avec la vieille baronne est fort ennuyée parce que le Bavard a dit qu'elle avait l'habitude de ne pas payer ses dettes. [1002,1515,1229,1567]
paragraph: Mais pourquoi diable revient-elle si matin des Brotteaux ? [542,956,769,982]
paragraph: Antonia s'est fait remarquer samedi soir, à la Scala, où elle était en compagnie de sa bonne. Elle y a trouvé un nabab qui l'a reconduite jusqu'à son domicile. [1002,387,1229,440]
asterism-separator: * [653,1881,658,1892]
asterism-separator: * [423,1215,428,1225]
paragraph: Elle allait voir son cher ami M... Malheureusement M... fait ses vingt-huit jours : il est à Valence. Pauvre Marie, consolez-vous, il vous reviendra. [542,1822,769,1875]
paragraph: Fonfon est philosophe ; il est vrai que l'amour lui est étranger pour le moment. Pauvre Bérengère, fuyez l'amour et vos joues reprendront leurs couleurs. [312,178,539,231]
